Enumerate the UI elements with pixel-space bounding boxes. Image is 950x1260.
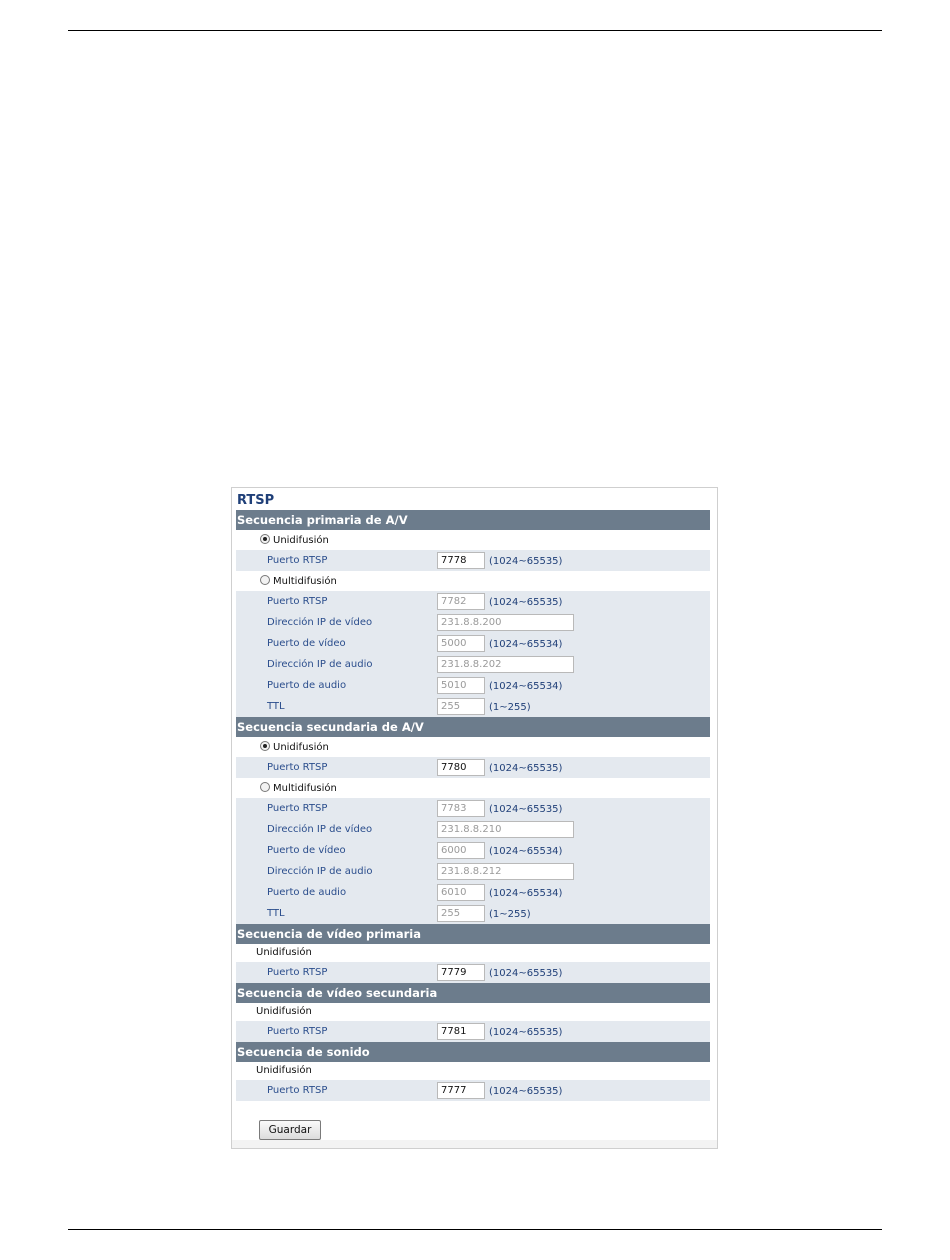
port-range-hint: (1024~65535) [489, 1086, 563, 1097]
section-header-primary-av: Secuencia primaria de A/V [236, 510, 710, 530]
primary-video-rtsp-port-input[interactable]: 7779 [437, 964, 485, 981]
field-label: Puerto RTSP [267, 596, 328, 607]
secondary-av-unicast-rtsp-row [236, 757, 710, 778]
option-label: Multidifusión [273, 576, 337, 587]
port-range-hint: (1024~65535) [489, 556, 563, 567]
radio-selected-icon[interactable] [260, 534, 270, 544]
ttl-range-hint: (1~255) [489, 909, 531, 920]
port-range-hint: (1024~65534) [489, 888, 563, 899]
rtsp-settings-panel [231, 487, 718, 1149]
page-top-rule [68, 30, 882, 31]
secondary-av-mc-rtsp-row [236, 798, 710, 819]
primary-av-ttl-input[interactable]: 255 [437, 698, 485, 715]
field-label: Puerto RTSP [267, 1085, 328, 1096]
ttl-range-hint: (1~255) [489, 702, 531, 713]
radio-selected-icon[interactable] [260, 741, 270, 751]
field-label: Puerto RTSP [267, 967, 328, 978]
secondary-av-mc-video-ip-input[interactable]: 231.8.8.210 [437, 821, 574, 838]
port-range-hint: (1024~65535) [489, 763, 563, 774]
secondary-av-mc-audio-ip-row [236, 861, 710, 882]
secondary-av-unicast-option[interactable] [236, 737, 710, 757]
field-label: Puerto RTSP [267, 803, 328, 814]
secondary-av-mc-video-ip-row [236, 819, 710, 840]
field-label: Dirección IP de audio [267, 866, 373, 877]
field-label: Puerto de vídeo [267, 638, 346, 649]
port-range-hint: (1024~65534) [489, 681, 563, 692]
field-label: TTL [267, 701, 285, 712]
primary-av-mc-video-ip-row [236, 612, 710, 633]
field-label: Dirección IP de vídeo [267, 617, 373, 628]
primary-av-mc-audio-ip-input[interactable]: 231.8.8.202 [437, 656, 574, 673]
primary-av-mc-rtsp-row [236, 591, 710, 612]
secondary-video-unicast-label: Unidifusión [256, 1006, 312, 1017]
section-header-primary-video: Secuencia de vídeo primaria [236, 924, 710, 944]
primary-video-unicast-label: Unidifusión [256, 947, 312, 958]
field-label: Puerto de audio [267, 680, 347, 691]
option-label: Unidifusión [273, 742, 329, 753]
primary-video-rtsp-row [236, 962, 710, 983]
primary-av-mc-audio-port-input[interactable]: 5010 [437, 677, 485, 694]
primary-av-mc-video-port-row [236, 633, 710, 654]
section-header-secondary-av: Secuencia secundaria de A/V [236, 717, 710, 737]
secondary-av-mc-audio-ip-input[interactable]: 231.8.8.212 [437, 863, 574, 880]
secondary-av-mc-audio-port-input[interactable]: 6010 [437, 884, 485, 901]
field-label: Puerto RTSP [267, 1026, 328, 1037]
audio-rtsp-port-input[interactable]: 7777 [437, 1082, 485, 1099]
radio-unselected-icon[interactable] [260, 575, 270, 585]
page-bottom-rule [68, 1229, 882, 1230]
secondary-av-ttl-input[interactable]: 255 [437, 905, 485, 922]
primary-av-mc-video-ip-input[interactable]: 231.8.8.200 [437, 614, 574, 631]
primary-av-mc-audio-ip-row [236, 654, 710, 675]
option-label: Unidifusión [273, 535, 329, 546]
field-label: Puerto de vídeo [267, 845, 346, 856]
secondary-av-mc-audio-port-row [236, 882, 710, 903]
secondary-av-ttl-row [236, 903, 710, 924]
port-range-hint: (1024~65535) [489, 968, 563, 979]
field-label: Dirección IP de audio [267, 659, 373, 670]
audio-rtsp-row [236, 1080, 710, 1101]
port-range-hint: (1024~65535) [489, 1027, 563, 1038]
option-label: Multidifusión [273, 783, 337, 794]
port-range-hint: (1024~65534) [489, 846, 563, 857]
secondary-video-rtsp-port-input[interactable]: 7781 [437, 1023, 485, 1040]
field-label: Puerto de audio [267, 887, 347, 898]
port-range-hint: (1024~65535) [489, 597, 563, 608]
primary-av-unicast-rtsp-row [236, 550, 710, 571]
primary-av-mc-rtsp-port-input[interactable]: 7782 [437, 593, 485, 610]
primary-av-ttl-row [236, 696, 710, 717]
field-label: Puerto RTSP [267, 762, 328, 773]
primary-av-mc-audio-port-row [236, 675, 710, 696]
primary-av-multicast-option[interactable] [236, 571, 710, 591]
secondary-av-mc-rtsp-port-input[interactable]: 7783 [437, 800, 485, 817]
primary-av-mc-video-port-input[interactable]: 5000 [437, 635, 485, 652]
page-title: RTSP [237, 493, 275, 508]
audio-unicast-label: Unidifusión [256, 1065, 312, 1076]
primary-av-unicast-rtsp-port-input[interactable]: 7778 [437, 552, 485, 569]
secondary-av-mc-video-port-input[interactable]: 6000 [437, 842, 485, 859]
secondary-av-unicast-rtsp-port-input[interactable]: 7780 [437, 759, 485, 776]
port-range-hint: (1024~65535) [489, 804, 563, 815]
section-header-audio: Secuencia de sonido [236, 1042, 710, 1062]
field-label: Puerto RTSP [267, 555, 328, 566]
secondary-av-mc-video-port-row [236, 840, 710, 861]
field-label: Dirección IP de vídeo [267, 824, 373, 835]
port-range-hint: (1024~65534) [489, 639, 563, 650]
secondary-video-rtsp-row [236, 1021, 710, 1042]
field-label: TTL [267, 908, 285, 919]
section-header-secondary-video: Secuencia de vídeo secundaria [236, 983, 710, 1003]
radio-unselected-icon[interactable] [260, 782, 270, 792]
primary-av-unicast-option[interactable] [236, 530, 710, 550]
secondary-av-multicast-option[interactable] [236, 778, 710, 798]
save-button[interactable]: Guardar [259, 1120, 321, 1140]
panel-footer-strip [232, 1140, 717, 1148]
